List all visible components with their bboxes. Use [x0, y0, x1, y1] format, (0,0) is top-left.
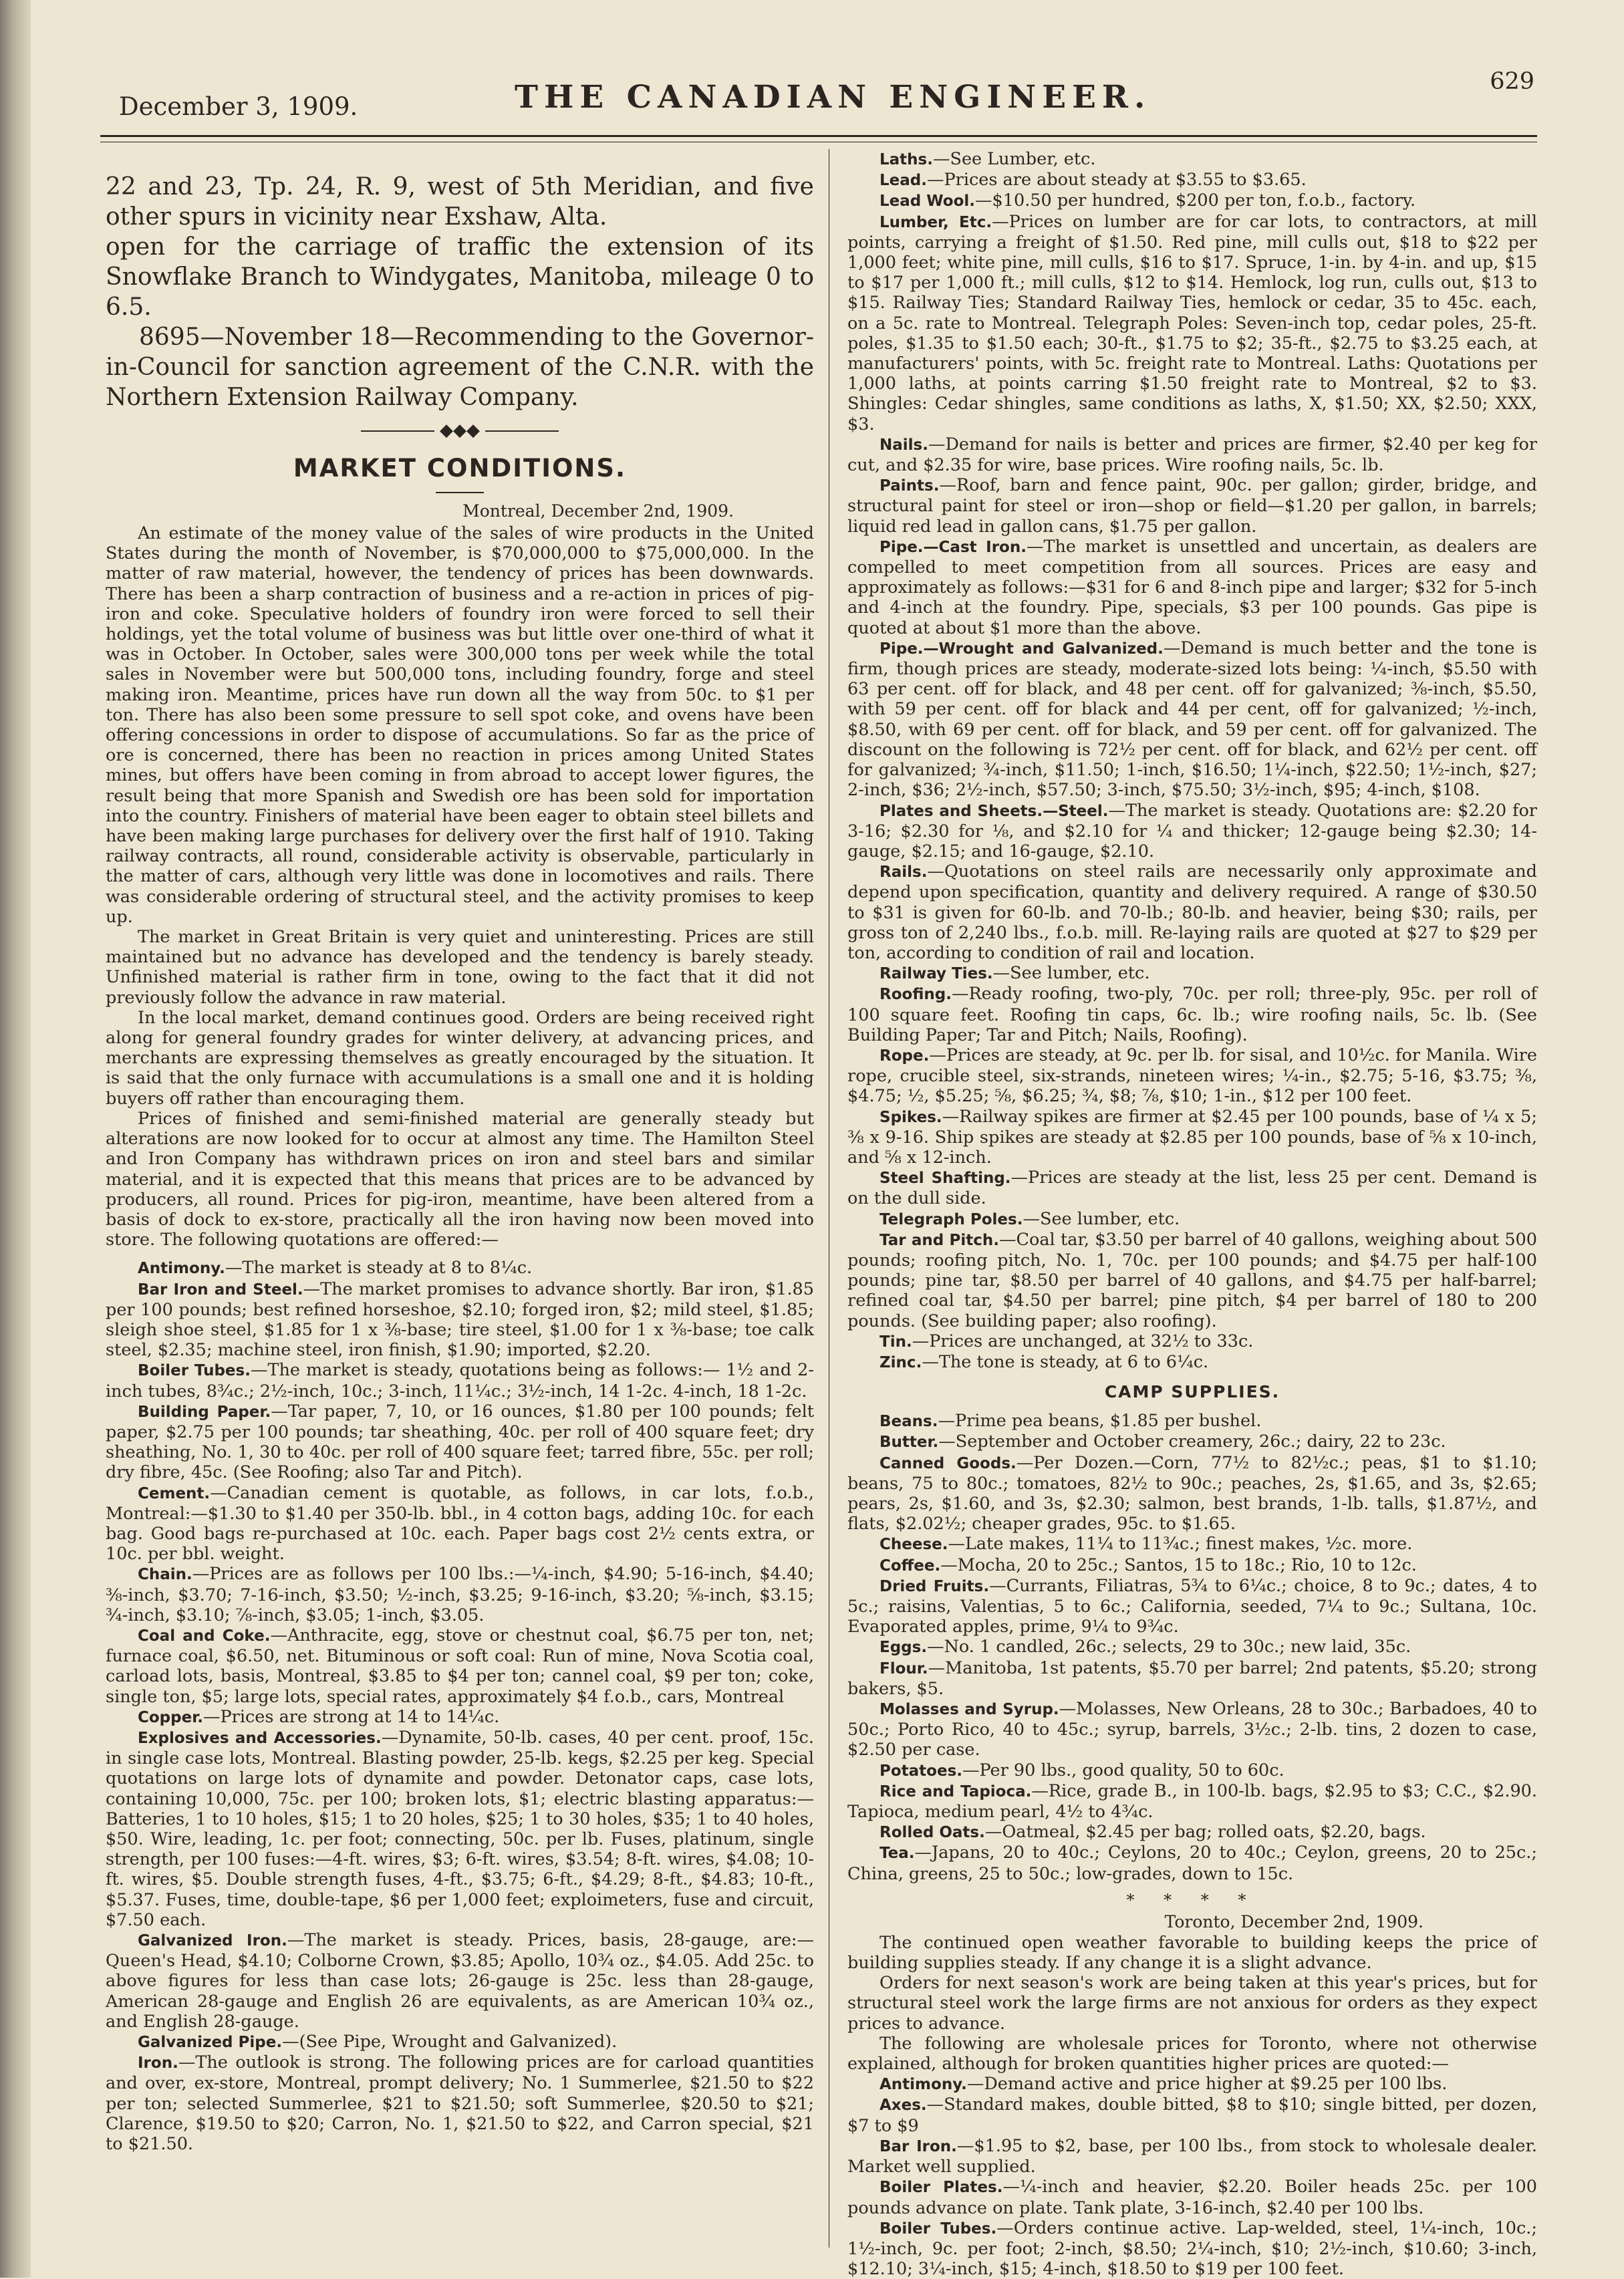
commodity-prices: —Rice, grade B., in 100-lb. bags, $2.95 to $3; C.C., $2.90. Tapioca, medium pearl, 4½ to 4¾c.	[847, 1780, 1537, 1823]
commodity-heading: Lead.	[879, 172, 927, 190]
title-rule	[436, 492, 484, 493]
commodity-prices: —Canadian cement is quotable, as follows, in car lots, f.o.b., Montreal:—$1.30 to $1.40 per 350-lb. bbl., in 4 cotton bags, adding 10c. for each bag. Good bags re-purchased at 10c. each. Paper bags cost 2½ cents extra, or 10c. per bbl. weight.	[106, 1482, 814, 1565]
intro-paragraph: open for the carriage of traffic the extension of its Snowflake Branch to Windygates, Manitoba, mileage 0 to 6.5.	[106, 233, 814, 321]
commodity-heading: Canned Goods.	[879, 1454, 1017, 1472]
commodity-heading: Tar and Pitch.	[879, 1231, 999, 1249]
commodity-prices: —Orders continue active. Lap-welded, steel, 1¼-inch, 10c.; 1½-inch, 9c. per foot; 2-inch, $8.50; 2¼-inch, $10; 2½-inch, $10.60; 3-inch, $12.10; 3¼-inch, $15; 4-inch, $18.50 to $19 per 100 feet.	[847, 2218, 1537, 2279]
commodity-prices: —Molasses, New Orleans, 28 to 30c.; Barbadoes, 40 to 50c.; Porto Rico, 40 to 45c.; syrup, barrels, 3½c.; 2-lb. tins, 2 dozen to case, $2.50 per case.	[847, 1699, 1537, 1760]
commodity-heading: Antimony.	[138, 1260, 225, 1278]
commodity-prices: —Mocha, 20 to 25c.; Santos, 15 to 18c.; Rio, 10 to 12c.	[940, 1555, 1417, 1575]
price-entry	[847, 1822, 1537, 1843]
price-entry	[106, 1279, 814, 1361]
price-entry	[847, 1209, 1537, 1230]
commodity-prices: —The market promises to advance shortly. Bar iron, $1.85 per 100 pounds; best refined horseshoe, $2.10; forged iron, $2; mild steel, $1.85; sleigh shoe steel, $1.85 for 1 x ⅜-base; tire steel, $1.00 for 1 x ⅜-base; toe calk steel, $2.35; machine steel, iron finish, $1.90; imported, $2.20.	[106, 1279, 814, 1361]
price-entry	[847, 1453, 1537, 1534]
camp-supplies-title: CAMP SUPPLIES.	[1104, 1382, 1280, 1402]
price-entry	[847, 801, 1537, 862]
price-entry	[847, 1411, 1537, 1432]
price-entry	[847, 1168, 1537, 1208]
commodity-prices: —The outlook is strong. The following prices are for carload quantities and over, ex-store, Montreal, prompt delivery; No. 1 Summerlee, $21.50 to $22 per ton; selected Summerlee, $21 to $21.50; soft Summerlee, $20.50 to $21; Clarence, $19.50 to $20; Carron, No. 1, $21.50 to $22, and Carron special, $21 to $21.50.	[106, 2052, 814, 2155]
price-entry	[847, 1432, 1537, 1452]
price-entry	[847, 1555, 1537, 1576]
commodity-heading: Boiler Tubes.	[879, 2220, 997, 2238]
toronto-dateline: Toronto, December 2nd, 1909.	[1164, 1911, 1424, 1931]
price-entry	[106, 1564, 814, 1625]
commodity-heading: Pipe.—Wrought and Galvanized.	[879, 640, 1164, 658]
issue-date: December 3, 1909.	[119, 92, 358, 121]
price-entry	[847, 1107, 1537, 1168]
page-number: 629	[1490, 68, 1534, 95]
commodity-prices: —Demand active and price higher at $9.25 per 100 lbs.	[966, 2074, 1448, 2095]
railway-orders-continued	[106, 172, 814, 412]
commodity-heading: Coffee.	[879, 1557, 941, 1575]
price-entry	[847, 2095, 1537, 2135]
montreal-quotations-list	[106, 1258, 814, 2154]
commodity-prices: —¼-inch and heavier, $2.20. Boiler heads 25c. per 100 pounds advance on plate. Tank plate, 3-16-inch, $2.40 per 100 lbs.	[847, 2177, 1537, 2218]
section-stars: * * * *	[1126, 1890, 1258, 1909]
price-entry	[847, 984, 1537, 1045]
commodity-prices: —The market is steady, quotations being as follows:— 1½ and 2-inch tubes, 8¾c.; 2½-inch, 10c.; 3-inch, 11¼c.; 3½-inch, 14 1-2c. 4-inch, 18 1-2c.	[106, 1360, 814, 1401]
report-paragraph: The market in Great Britain is very quiet and uninteresting. Prices are still maintained but no advance has developed and the tendency is barely steady. Unfinished material is rather firm in tone, owing to the fact that it did not previously follow the advance in raw material.	[106, 927, 814, 1008]
commodity-prices: —Prices on lumber are for car lots, to contractors, at mill points, carrying a freight of $1.50. Red pine, mill culls out, $18 to $22 per 1,000 feet; white pine, mill culls, $16 to $17. Spruce, 1-in. by 4-in. and up, $15 to $17 per 1,000 ft.; mill culls, $12 to $14. Hemlock, log run, culls out, $13 to $15. Railway Ties; Standard Railway Ties, hemlock or cedar, 35 to 45c. each, on a 5c. rate to Montreal. Telegraph Poles: Seven-inch top, cedar poles, 25-ft. poles, $1.35 to $1.50 each; 30-ft., $1.75 to $2; 35-ft., $2.75 to $3.25 each, at manufacturers' points, with 5c. freight rate to Montreal. Laths: Quotations per 1,000 laths, at points carring $1.50 freight rate to Montreal, $2 to $3. Shingles: Cedar shingles, same conditions as laths, X, $1.50; XX, $2.50; XXX, $3.	[847, 211, 1537, 434]
commodity-heading: Iron.	[138, 2054, 178, 2072]
commodity-prices: —Demand is much better and the tone is firm, though prices are steady, moderate-sized lots being: ¼-inch, $5.50 with 63 per cent. off for black, and 48 per cent. off for galvanized; ⅜-inch, $5.50, with 59 per cent. off for black and 44 per cent, off for galvanized; ½-inch, $8.50, with 69 per cent. off for black, and 59 per cent. off for galvanized. The discount on the following is 72½ per cent. off for black, and 62½ per cent. off for galvanized; ¾-inch, $11.50; 1-inch, $16.50; 1¼-inch, $22.50; 1½-inch, $27; 2-inch, $36; 2½-inch, $57.50; 3-inch, $75.50; 3½-inch, $95; 4-inch, $108.	[847, 638, 1537, 801]
price-entry	[847, 1352, 1537, 1373]
report-paragraph: In the local market, demand continues good. Orders are being received right along for general foundry grades for winter delivery, at advancing prices, and merchants are expressing themselves as greatly encouraged by the situation. It is said that the only furnace with accumulations is a small one and it is holding buyers off rather than encouraging them.	[106, 1007, 814, 1109]
commodity-heading: Steel Shafting.	[879, 1170, 1011, 1188]
commodity-heading: Molasses and Syrup.	[879, 1701, 1059, 1719]
camp-supplies-list	[847, 1411, 1537, 1884]
price-entry	[847, 1331, 1537, 1352]
commodity-heading: Beans.	[879, 1413, 938, 1431]
commodity-heading: Boiler Tubes.	[138, 1362, 251, 1380]
commodity-heading: Axes.	[879, 2097, 927, 2115]
price-entry	[847, 1045, 1537, 1107]
price-entry	[847, 1637, 1537, 1657]
commodity-prices: —Dynamite, 50-lb. cases, 40 per cent. proof, 15c. in single case lots, Montreal. Blasting powder, 25-lb. kegs, $2.25 per keg. Special quotations on large lots of dynamite and powder. Detonator caps, case lots, containing 10,000, 75c. per 100; broken lots, $1; electric blasting apparatus:—Batteries, 1 to 10 holes, $15; 1 to 20 holes, $25; 1 to 30 holes, $35; 1 to 40 holes, $50. Wire, leading, 1c. per foot; connecting, 50c. per lb. Fuses, platinum, single strength, per 100 fuses:—4-ft. wires, $3; 6-ft. wires, $3.54; 8-ft. wires, $4.08; 10-ft. wires, $5. Double strength fuses, 4-ft., $3.75; 6-ft., $4.29; 8-ft., $4.83; 10-ft., $5.37. Fuses, time, double-tape, $6 per 1,000 feet; exploimeters, fuse and circuit, $7.50 each.	[106, 1727, 814, 1930]
price-entry	[106, 1728, 814, 1930]
price-entry	[847, 190, 1537, 211]
commodity-heading: Antimony.	[879, 2076, 967, 2094]
book-spine-shadow	[0, 0, 31, 2278]
commodity-prices: —Late makes, 11¼ to 11¾c.; finest makes, ½c. more.	[948, 1534, 1413, 1555]
commodity-heading: Cheese.	[879, 1536, 948, 1554]
price-entry	[847, 1843, 1537, 1883]
commodity-prices: —Prices are as follows per 100 lbs.:—¼-inch, $4.90; 5-16-inch, $4.40; ⅜-inch, $3.70; 7-16-inch, $3.50; ½-inch, $3.25; 9-16-inch, $3.20; ⅝-inch, $3.15; ¾-inch, $3.10; ⅞-inch, $3.05; 1-inch, $3.05.	[106, 1564, 814, 1625]
price-entry	[847, 1658, 1537, 1699]
commodity-prices: —Currants, Filiatras, 5¾ to 6¼c.; choice, 8 to 9c.; dates, 4 to 5c.; raisins, Valentias, 5 to 6c.; California, seeded, 7¼ to 9c.; Sultana, 10c. Evaporated apples, prime, 9¼ to 9¾c.	[847, 1575, 1537, 1637]
price-entry	[847, 2074, 1537, 2095]
report-paragraph: The continued open weather favorable to building keeps the price of building supplies steady. If any change it is a slight advance.	[847, 1932, 1537, 1974]
commodity-heading: Paints.	[879, 477, 940, 495]
report-paragraph: The following are wholesale prices for Toronto, where not otherwise explained, although for broken quantities higher prices are quoted:—	[847, 2033, 1537, 2074]
price-entry	[847, 1781, 1537, 1822]
commodity-prices: —Japans, 20 to 40c.; Ceylons, 20 to 40c.; Ceylon, greens, 20 to 25c.; China, greens, 25 to 50c.; low-grades, down to 15c.	[847, 1843, 1537, 1884]
commodity-prices: —(See Pipe, Wrought and Galvanized).	[282, 2032, 618, 2052]
commodity-prices: —Railway spikes are firmer at $2.45 per 100 pounds, base of ¼ x 5; ⅜ x 9-16. Ship spikes are steady at $2.85 per 100 pounds, base of ⅝ x 10-inch, and ⅝ x 12-inch.	[847, 1106, 1537, 1168]
header-rule-thick	[100, 135, 1537, 137]
commodity-prices: —Quotations on steel rails are necessarily only approximate and depend upon specification, quantity and delivery required. A range of $30.50 to $31 is given for 60-lb. and 70-lb.; 80-lb. and heavier, being $30; rails, per gross ton of 2,240 lbs., f.o.b. mill. Re-laying rails are quoted at $27 to $29 per ton, according to condition of rail and location.	[847, 861, 1537, 963]
price-entry	[106, 1930, 814, 2032]
price-entry	[847, 1760, 1537, 1781]
commodity-heading: Rolled Oats.	[879, 1824, 985, 1842]
commodity-prices: —Coal tar, $3.50 per barrel of 40 gallons, weighing about 500 pounds; roofing pitch, No. 1, 70c. per 100 pounds; and $4.75 per half-100 pounds; pine tar, $8.50 per barrel of 40 gallons, and $4.75 per half-barrel; refined coal tar, $4.50 per barrel; pine pitch, $4 per barrel of 180 to 200 pounds. (See building paper; also roofing).	[847, 1229, 1537, 1331]
commodity-prices: —The tone is steady, at 6 to 6¼c.	[922, 1351, 1209, 1372]
commodity-heading: Cement.	[138, 1484, 211, 1502]
commodity-prices: —Prices are steady at the list, less 25 per cent. Demand is on the dull side.	[847, 1168, 1537, 1209]
left-column	[106, 149, 814, 2154]
commodity-heading: Tin.	[879, 1333, 912, 1351]
toronto-quotations-list	[847, 2074, 1537, 2279]
commodity-heading: Laths.	[879, 151, 933, 168]
commodity-prices: —Oatmeal, $2.45 per bag; rolled oats, $2.20, bags.	[984, 1822, 1426, 1843]
price-entry	[847, 1699, 1537, 1760]
toronto-report	[847, 1933, 1537, 2074]
commodity-heading: Explosives and Accessories.	[138, 1729, 382, 1747]
page-header	[100, 53, 1537, 134]
commodity-heading: Flour.	[879, 1659, 928, 1678]
montreal-dateline: Montreal, December 2nd, 1909.	[462, 501, 734, 521]
commodity-heading: Railway Ties.	[879, 965, 993, 983]
price-entry	[847, 861, 1537, 963]
right-column	[847, 149, 1537, 2279]
commodity-heading: Spikes.	[879, 1108, 942, 1126]
commodity-heading: Galvanized Pipe.	[138, 2034, 283, 2052]
price-entry	[847, 1534, 1537, 1555]
commodity-heading: Telegraph Poles.	[879, 1210, 1023, 1228]
price-entry	[106, 1483, 814, 1565]
commodity-prices: —The market is steady. Prices, basis, 28-gauge, are:—Queen's Head, $4.10; Colborne Crown, $3.85; Apollo, 10¾ oz., $4.05. Add 25c. to above figures for less than case lots; 26-gauge is 25c. less than 28-gauge, American 28-gauge and English 26 are equivalents, as are American 10¾ oz., and English 28-gauge.	[106, 1930, 815, 2032]
price-entry	[847, 434, 1537, 475]
report-paragraph: Prices of finished and semi-finished material are generally steady but alterations are now looked for to occur at almost any time. The Hamilton Steel and Iron Company has withdrawn prices on iron and steel bars and similar material, and it is expected that this means that prices are to be advanced by producers, all round. Prices for pig-iron, meantime, have been altered from a basis of dock to ex-store, practically all the iron having now been moved into store. The following quotations are offered:—	[106, 1108, 814, 1250]
commodity-prices: —Tar paper, 7, 10, or 16 ounces, $1.80 per 100 pounds; felt paper, $2.75 per 100 pounds; tar sheathing, 40c. per roll of 400 square feet; dry sheathing, No. 1, 30 to 40c. per roll of 400 square feet; tarred fibre, 55c. per roll; dry fibre, 45c. (See Roofing; also Tar and Pitch).	[106, 1401, 814, 1483]
intro-paragraph: 8695—November 18—Recommending to the Governor-in-Council for sanction agreement of the C.N.R. with the Northern Extension Railway Company.	[106, 323, 814, 411]
commodity-heading: Nails.	[879, 436, 928, 454]
price-entry	[106, 2032, 814, 2052]
section-title: MARKET CONDITIONS.	[293, 454, 627, 483]
commodity-prices: —September and October creamery, 26c.; dairy, 22 to 23c.	[938, 1432, 1446, 1452]
price-entry	[847, 212, 1537, 434]
commodity-heading: Bar Iron and Steel.	[138, 1281, 303, 1299]
commodity-prices: —Prices are strong at 14 to 14¼c.	[203, 1706, 500, 1727]
commodity-prices: —The market is steady at 8 to 8¼c.	[225, 1258, 533, 1279]
commodity-heading: Rope.	[879, 1047, 930, 1065]
commodity-heading: Eggs.	[879, 1639, 928, 1657]
commodity-heading: Copper.	[138, 1708, 204, 1726]
price-entry	[106, 1625, 814, 1707]
price-entry	[847, 2177, 1537, 2218]
commodity-prices: —No. 1 candled, 26c.; selects, 29 to 30c.; new laid, 35c.	[927, 1637, 1411, 1657]
price-entry	[106, 1258, 814, 1279]
commodity-prices: —The market is steady. Quotations are: $2.20 for 3-16; $2.30 for ⅛, and $2.10 for ¼ and thicker; 12-gauge being $2.30; 14-gauge, $2.15; and 16-gauge, $2.10.	[847, 800, 1537, 861]
commodity-prices: —See Lumber, etc.	[932, 149, 1096, 169]
price-entry	[847, 963, 1537, 984]
price-entry	[106, 1360, 814, 1401]
commodity-prices: —Ready roofing, two-ply, 70c. per roll; three-ply, 95c. per roll of 100 square feet. Roofing tin caps, 6c. lb.; wire roofing nails, 5c. lb. (See Building Paper; Tar and Pitch; Nails, Roofing).	[847, 984, 1537, 1045]
commodity-heading: Lumber, Etc.	[879, 213, 992, 231]
commodity-heading: Building Paper.	[138, 1403, 271, 1421]
commodity-heading: Lead Wool.	[879, 192, 976, 211]
commodity-prices: —Roof, barn and fence paint, 90c. per gallon; girder, bridge, and structural paint for steel or iron—shop or field—$1.20 per gallon, in barrels; liquid red lead in gallon cans, $1.75 per gallon.	[847, 475, 1537, 537]
price-entry	[106, 1401, 814, 1483]
commodity-prices: —Manitoba, 1st patents, $5.70 per barrel; 2nd patents, $5.20; strong bakers, $5.	[847, 1657, 1537, 1699]
commodity-prices: —Anthracite, egg, stove or chestnut coal, $6.75 per ton, net; furnace coal, $6.50, net. Bituminous or soft coal: Run of mine, Nova Scotia coal, carload lots, basis, Montreal, $3.85 to $4 per ton; cannel coal, $9 per ton; coke, single ton, $5; large lots, special rates, approximately $4 f.o.b., cars, Montreal	[106, 1625, 814, 1707]
price-entry	[847, 638, 1537, 801]
commodity-prices: —See lumber, etc.	[1023, 1208, 1180, 1229]
commodity-heading: Tea.	[879, 1845, 915, 1863]
commodity-heading: Galvanized Iron.	[138, 1932, 287, 1950]
report-paragraph: Orders for next season's work are being taken at this year's prices, but for structural steel work the large firms are not anxious for orders as they expect prices to advance.	[847, 1973, 1537, 2034]
price-entry	[847, 1230, 1537, 1331]
commodity-prices: —Prices are unchanged, at 32½ to 33c.	[912, 1331, 1254, 1351]
commodity-prices: —Per 90 lbs., good quality, 50 to 60c.	[962, 1760, 1284, 1780]
commodity-heading: Dried Fruits.	[879, 1577, 990, 1595]
price-entry	[847, 2218, 1537, 2279]
section-ornament: ◆◆◆	[106, 420, 814, 440]
commodity-heading: Plates and Sheets.—Steel.	[879, 802, 1109, 820]
commodity-heading: Zinc.	[879, 1353, 922, 1371]
commodity-prices: —Standard makes, double bitted, $8 to $10; single bitted, per dozen, $7 to $9	[847, 2095, 1537, 2136]
commodity-prices: —$1.95 to $2, base, per 100 lbs., from stock to wholesale dealer. Market well supplied.	[847, 2135, 1537, 2177]
commodity-prices: —Prices are steady, at 9c. per lb. for sisal, and 10½c. for Manila. Wire rope, crucible steel, six-strands, nineteen wires; ¼-in., $2.75; 5-16, $3.75; ⅜, $4.75; ½, $5.25; ⅝, $6.25; ¾, $8; ⅞, $10; 1-in., $12 per 100 feet.	[847, 1045, 1537, 1107]
commodity-heading: Coal and Coke.	[138, 1627, 271, 1645]
commodity-heading: Rails.	[879, 863, 928, 882]
commodity-heading: Roofing.	[879, 986, 952, 1004]
commodity-prices: —Prices are about steady at $3.55 to $3.65.	[926, 170, 1307, 190]
commodity-prices: —Per Dozen.—Corn, 77½ to 82½c.; peas, $1 to $1.10; beans, 75 to 80c.; tomatoes, 82½ to 90c.; peaches, 2s, $1.65, and 3s, $2.65; pears, 2s, $1.60, and 3s, $2.30; salmon, best brands, 1-lb. talls, $1.87½, and flats, $2.02½; cheaper grades, 95c. to $1.65.	[847, 1452, 1537, 1534]
price-entry	[847, 170, 1537, 190]
report-paragraph: An estimate of the money value of the sales of wire products in the United States during the month of November, is $70,000,000 to $75,000,000. In the matter of raw material, however, the tendency of prices has been downwards. There has been a sharp contraction of business and a re-action in prices of pig-iron and coke. Speculative holders of foundry iron were forced to sell their holdings, yet the total volume of business was but little over one-third of what it was in October. In October, sales were 300,000 tons per week while the total sales in November were but 500,000 tons, including foundry, forge and steel making iron. Meantime, prices have run down all the way from 50c. to $1 per ton. There has also been some pressure to sell spot coke, and ovens have been offering concessions in order to dispose of accumulations. So far as the price of ore is concerned, there has been no reaction in prices among United States mines, but offers have been coming in from abroad to accept lower figures, the result being that more Spanish and Swedish ore has been sold for importation into the country. Finishers of material have been eager to obtain steel billets and have been making large purchases for delivery over the first half of 1910. Taking railway contracts, all round, considerable activity is observable, particularly in the matter of cars, although very little was done in locomotives and rails. There was considerable ordering of structural steel, and the activity promises to keep up.	[106, 523, 814, 927]
commodity-prices: —$10.50 per hundred, $200 per ton, f.o.b., factory.	[975, 190, 1416, 211]
commodity-heading: Chain.	[138, 1566, 192, 1584]
page	[100, 53, 1538, 2279]
intro-paragraph: 22 and 23, Tp. 24, R. 9, west of 5th Meridian, and five other spurs in vicinity near Exshaw, Alta.	[106, 173, 814, 231]
montreal-report	[106, 523, 814, 1250]
commodity-heading: Bar Iron.	[879, 2137, 957, 2155]
commodity-heading: Potatoes.	[879, 1762, 962, 1780]
price-entry	[106, 1707, 814, 1728]
price-entry	[106, 2052, 814, 2154]
journal-title: THE CANADIAN ENGINEER.	[515, 79, 1152, 116]
price-entry	[847, 1576, 1537, 1637]
commodity-prices: —See lumber, etc.	[992, 963, 1150, 984]
commodity-heading: Pipe.—Cast Iron.	[879, 538, 1027, 556]
commodity-heading: Butter.	[879, 1434, 939, 1452]
price-entry	[847, 475, 1537, 537]
price-entry	[847, 149, 1537, 170]
price-entry	[847, 537, 1537, 638]
commodity-heading: Rice and Tapioca.	[879, 1782, 1032, 1800]
commodity-heading: Boiler Plates.	[879, 2179, 1003, 2197]
montreal-quotations-list-continued	[847, 149, 1537, 1373]
commodity-prices: —Demand for nails is better and prices are firmer, $2.40 per keg for cut, and $2.35 for wire, base prices. Wire roofing nails, 5c. lb.	[847, 434, 1537, 476]
price-entry	[847, 2136, 1537, 2177]
commodity-prices: —The market is unsettled and uncertain, as dealers are compelled to meet competition from all sources. Prices are easy and approximately as follows:—$31 for 6 and 8-inch pipe and larger; $32 for 5-inch and 4-inch at the foundry. Pipe, specials, $3 per 100 pounds. Gas pipe is quoted at about $1 more than the above.	[847, 536, 1538, 638]
commodity-prices: —Prime pea beans, $1.85 per bushel.	[938, 1411, 1262, 1432]
